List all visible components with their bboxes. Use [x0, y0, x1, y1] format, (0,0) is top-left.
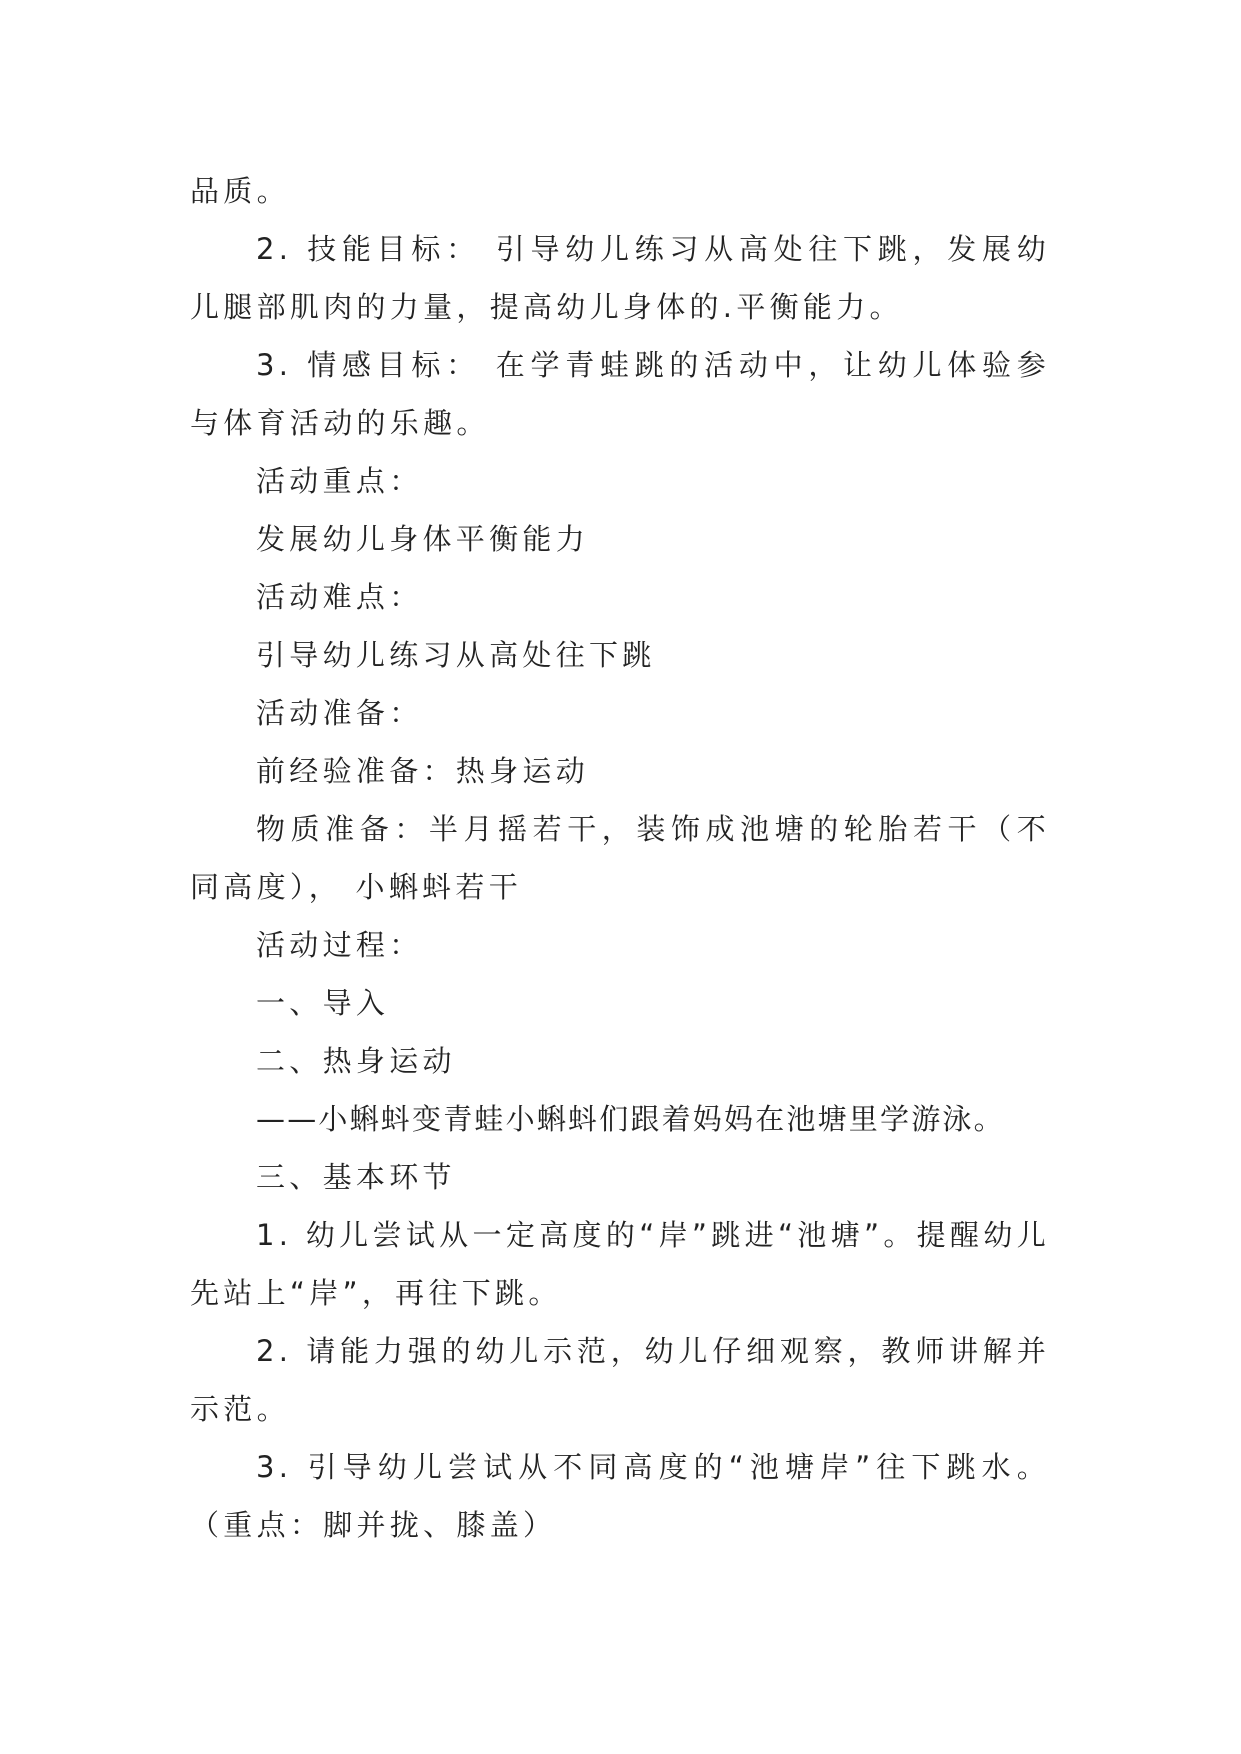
paragraph-activity-difficulty: 引导幼儿练习从高处往下跳 [256, 638, 656, 672]
paragraph-step-1: 1. 幼儿尝试从一定高度的“岸”跳进“池塘”。提醒幼儿先站上“岸”，再往下跳。 [190, 1218, 1050, 1310]
paragraph-experience-preparation: 前经验准备：热身运动 [256, 754, 590, 788]
heading-activity-process: 活动过程： [256, 928, 423, 962]
step-warm-up: 二、热身运动 [256, 1044, 456, 1078]
heading-activity-preparation: 活动准备： [256, 696, 423, 730]
paragraph-material-preparation: 物质准备：半月摇若干，装饰成池塘的轮胎若干（不同高度）， 小蝌蚪若干 [190, 812, 1050, 904]
paragraph-continuation: 品质。 [190, 174, 290, 208]
step-introduction: 一、导入 [256, 986, 390, 1020]
step-basic-section: 三、基本环节 [256, 1160, 456, 1194]
paragraph-step-3: 3. 引导幼儿尝试从不同高度的“池塘岸”往下跳水。（重点：脚并拢、膝盖） [190, 1450, 1050, 1542]
heading-activity-difficulty: 活动难点： [256, 580, 423, 614]
paragraph-tadpole-game: ——小蝌蚪变青蛙小蝌蚪们跟着妈妈在池塘里学游泳。 [256, 1102, 1005, 1136]
paragraph-step-2: 2. 请能力强的幼儿示范，幼儿仔细观察，教师讲解并示范。 [190, 1334, 1050, 1426]
document-body [190, 162, 1050, 1554]
paragraph-activity-focus: 发展幼儿身体平衡能力 [256, 522, 590, 556]
paragraph-emotion-goal: 3. 情感目标： 在学青蛙跳的活动中，让幼儿体验参与体育活动的乐趣。 [190, 348, 1050, 440]
paragraph-skill-goal: 2. 技能目标： 引导幼儿练习从高处往下跳，发展幼儿腿部肌肉的力量，提高幼儿身体的.平衡能力。 [190, 232, 1050, 324]
heading-activity-focus: 活动重点： [256, 464, 423, 498]
